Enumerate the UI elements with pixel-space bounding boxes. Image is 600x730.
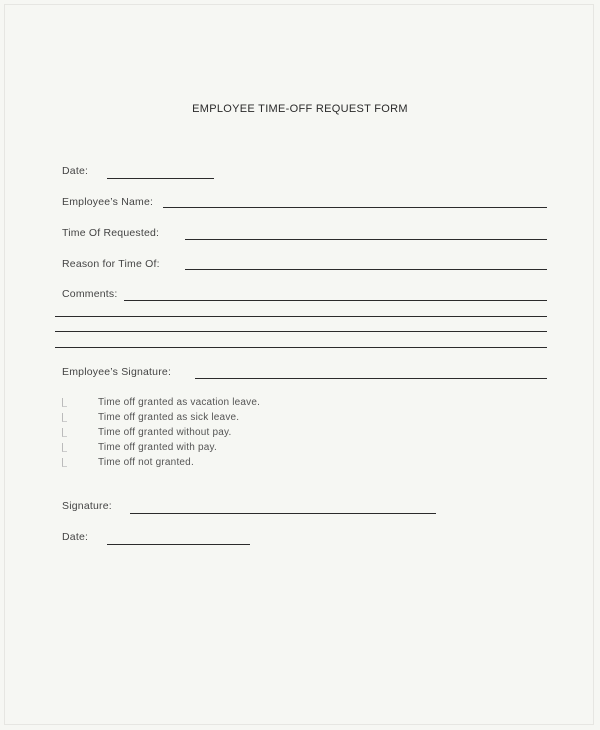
employee-signature-label: Employee’s Signature: (62, 366, 172, 378)
option-sick-leave[interactable] (62, 412, 239, 423)
option-with-pay[interactable] (62, 442, 217, 453)
date-field[interactable] (107, 178, 214, 179)
comments-field-line-3[interactable] (55, 331, 547, 332)
approval-date-field[interactable] (107, 544, 250, 545)
comments-label: Comments: (62, 288, 118, 300)
time-off-requested-field[interactable] (185, 239, 547, 240)
employee-name-field[interactable] (163, 207, 547, 208)
reason-label: Reason for Time Of: (62, 258, 160, 270)
option-label: Time off granted as sick leave. (98, 412, 240, 423)
checkbox-icon[interactable] (62, 398, 67, 407)
date-label: Date: (62, 165, 89, 177)
checkbox-icon[interactable] (62, 458, 67, 467)
approval-signature-label: Signature: (62, 500, 112, 512)
comments-field-line-2[interactable] (55, 316, 547, 317)
form-title: EMPLOYEE TIME-OFF REQUEST FORM (192, 103, 408, 115)
checkbox-icon[interactable] (62, 428, 67, 437)
option-label: Time off granted without pay. (98, 427, 232, 438)
comments-field-line-4[interactable] (55, 347, 547, 348)
comments-field-line-1[interactable] (124, 300, 547, 301)
time-off-requested-label: Time Of Requested: (62, 227, 160, 239)
employee-signature-field[interactable] (195, 378, 547, 379)
checkbox-icon[interactable] (62, 413, 67, 422)
option-label: Time off granted with pay. (98, 442, 217, 453)
checkbox-icon[interactable] (62, 443, 67, 452)
reason-field[interactable] (185, 269, 547, 270)
option-not-granted[interactable] (62, 457, 194, 468)
approval-signature-field[interactable] (130, 513, 436, 514)
option-without-pay[interactable] (62, 427, 231, 438)
employee-name-label: Employee’s Name: (62, 196, 154, 208)
option-vacation-leave[interactable] (62, 397, 260, 408)
option-label: Time off granted as vacation leave. (98, 397, 261, 408)
option-label: Time off not granted. (98, 457, 194, 468)
approval-date-label: Date: (62, 531, 89, 543)
